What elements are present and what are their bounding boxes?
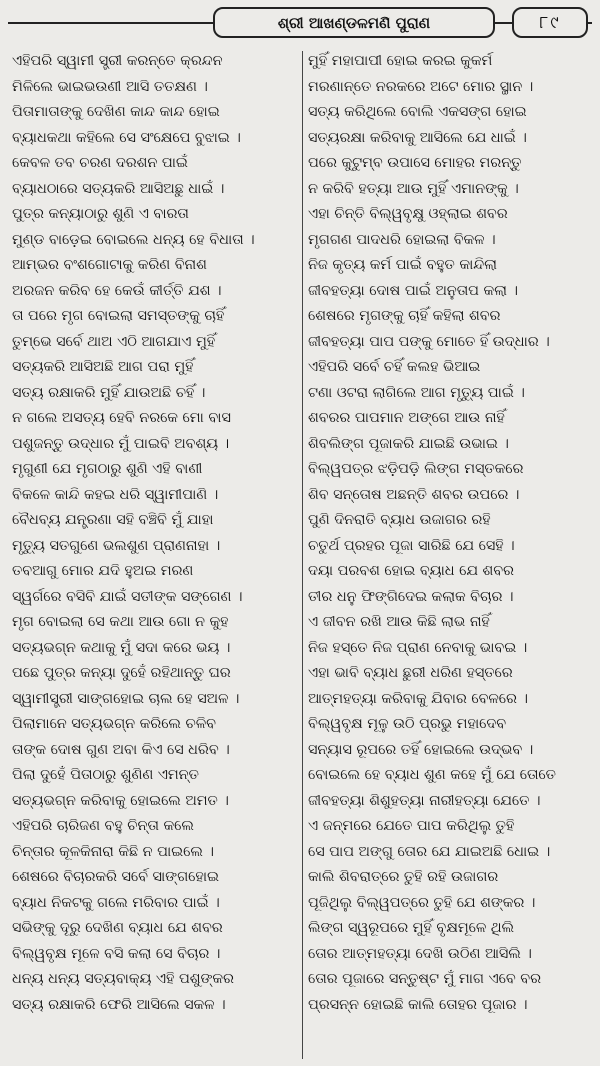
verse-line: ଆମ୍ଭର ବଂଶଗୋଟାକୁ କରିଣ ବିନାଶ bbox=[12, 257, 207, 273]
verse-line: ଶେଷରେ ବିଚାରକରି ସର୍ବେ ସାଙ୍ଗହୋଇ bbox=[12, 869, 220, 885]
right-column bbox=[308, 49, 594, 1018]
verse-line: ଅରଜନ କରିବ ହେ କେଉଁ କୀର୍ତ୍ତି ଯଶ । bbox=[12, 282, 222, 299]
verse-line: କେବଳ ତବ ଚରଣ ଦରଶନ ପାଇଁ bbox=[12, 155, 188, 171]
verse-line: ବିଲ୍ୱବୃକ୍ଷ ମୂଳେ ବସି କଲା ସେ ବିଚାର । bbox=[12, 945, 221, 962]
verse-line: ବ୍ୟାଧ ନିକଟକୁ ଗଲେ ମରିବାର ପାଇଁ । bbox=[12, 894, 220, 911]
verse-line: ବୋଇଲେ ହେ ବ୍ୟାଧ ଶୁଣ କହେ ମୁଁ ଯେ ତୋତେ bbox=[308, 767, 556, 783]
verse-line: ବିଲ୍ୱବୃକ୍ଷ ମୂଳୁ ଉଠି ପ୍ରଭୁ ମହାଦେବ bbox=[308, 716, 507, 732]
verse-line: ଚିନ୍ତାର କୂଳକିନାରା କିଛି ନ ପାଇଲେ । bbox=[12, 843, 214, 860]
verse-line: ସତ୍ୟ ରକ୍ଷାକରି ଫେରି ଆସିଲେ ସକଳ । bbox=[12, 996, 226, 1013]
verse-line: ପୁଣି ଦିନରାତି ବ୍ୟାଧ ଉଜାଗର ରହି bbox=[308, 512, 491, 528]
verse-line: ନିଜ କୃତ୍ୟ କର୍ମ ପାଇଁ ବହୁତ କାନ୍ଦିଲା bbox=[308, 257, 497, 273]
verse-line: ବ୍ୟାଧଠାରେ ସତ୍ୟକରି ଆସିଅଛୁ ଧାଇଁ । bbox=[12, 180, 225, 197]
verse-line: ବିକଳେ କାନ୍ଦି କହଇ ଧରି ସ୍ୱାମୀପାଣି । bbox=[12, 486, 219, 503]
verse-line: ମୁହିଁ ମହାପାପୀ ହୋଇ କରଇ କୁକର୍ମ bbox=[308, 53, 493, 69]
verse-line: ଏହିପରି ଚାରିଜଣ ବହୁ ଚିନ୍ତା କଲେ bbox=[12, 818, 194, 834]
verse-line: ବ୍ୟାଧକଥା କହିଲେ ସେ ସଂକ୍ଷେପେ ବୁଝାଇ । bbox=[12, 129, 241, 146]
verse-line: ପୁତ୍ର କନ୍ୟାଠାରୁ ଶୁଣି ଏ ବାରତା bbox=[12, 206, 189, 222]
column-divider bbox=[302, 51, 303, 1059]
verse-line: ଏ ଜନ୍ମରେ ଯେତେ ପାପ କରିଥିଲୁ ତୁହି bbox=[308, 818, 515, 834]
verse-line: ଜୀବହତ୍ୟା ଶିଶୁହତ୍ୟା ନାରୀହତ୍ୟା ଯେତେ । bbox=[308, 792, 541, 809]
verse-line: ସ୍ୱାମୀସ୍ତ୍ରୀ ସାଙ୍ଗହୋଇ ଚାଲ ହେ ସଅଳ । bbox=[12, 690, 240, 707]
verse-line: ପିଲାମାନେ ସତ୍ୟଭଗ୍ନ କରିଲେ ଚଳିବ bbox=[12, 716, 216, 732]
verse-line: ତୋର ପୂଜାରେ ସନ୍ତୁଷ୍ଟ ମୁଁ ମାଗ ଏବେ ବର bbox=[308, 971, 541, 987]
verse-line: ତାଙ୍କ ଦୋଷ ଗୁଣ ଅବା କିଏ ସେ ଧରିବ । bbox=[12, 741, 230, 758]
verse-line: ମରଣାନ୍ତେ ନରକରେ ଅଟେ ମୋର ସ୍ଥାନ । bbox=[308, 78, 534, 95]
verse-line: ତବଆଗୁ ମୋର ଯଦି ହୁଅଇ ମରଣ bbox=[12, 563, 194, 579]
verse-line: ପିତାମାତାଙ୍କୁ ଦେଖିଣ କାନ୍ଦ କାନ୍ଦ ହୋଇ bbox=[12, 104, 220, 120]
verse-line: ତୁମ୍ଭେ ସର୍ବେ ଥାଅ ଏଠି ଆଗଯାଏ ମୁହିଁ bbox=[12, 333, 216, 350]
verse-line: ମୃତ୍ୟୁ ସତଗୁଣେ ଭଲଶୁଣ ପ୍ରାଣନାହା । bbox=[12, 537, 221, 554]
text-columns bbox=[6, 49, 594, 1061]
verse-line: ଜୀବହତ୍ୟା ପାପ ପଙ୍କୁ ମୋତେ ହିଁ ଉଦ୍ଧାର । bbox=[308, 333, 550, 350]
verse-line: ମିଳିଲେ ଭାଇଭଉଣୀ ଆସି ତତକ୍ଷଣ । bbox=[12, 78, 208, 95]
verse-line: ସେ ପାପ ଅଙ୍ଗୁ ତୋର ଯେ ଯାଇଅଛି ଧୋଇ । bbox=[308, 843, 551, 860]
verse-line: ଜୀବହତ୍ୟା ଦୋଷ ପାଇଁ ଅନୁତାପ କଲା । bbox=[308, 282, 518, 299]
verse-line: ତା ପରେ ମୃଗ ବୋଇଲା ସମସ୍ତଙ୍କୁ ଚାହିଁ bbox=[12, 308, 225, 324]
verse-line: ଟଣା ଓଟରା ଲାଗିଲେ ଆଗ ମୃତ୍ୟୁ ପାଇଁ । bbox=[308, 384, 525, 401]
verse-line: ଶବରର ପାପମାନ ଅଙ୍ଗେ ଆଉ ନାହିଁ bbox=[308, 410, 505, 426]
verse-line: ସତ୍ୟଭଗ୍ନ କରିବାକୁ ହୋଇଲେ ଅମତ । bbox=[12, 792, 229, 809]
verse-line: ନ କରିବି ହତ୍ୟା ଆଉ ମୁହିଁ ଏମାନଙ୍କୁ । bbox=[308, 180, 519, 197]
verse-line: ପରେ କୁଟୁମ୍ବ ଉପାସେ ମୋହର ମରନ୍ତୁ bbox=[308, 155, 522, 171]
verse-line: ମୃଗୁଣୀ ଯେ ମୃଗଠାରୁ ଶୁଣି ଏହି ବାଣୀ bbox=[12, 461, 203, 477]
verse-line: ଶେଷରେ ମୃଗଙ୍କୁ ଚାହିଁ କହିଲା ଶବର bbox=[308, 308, 501, 324]
verse-line: ଲିଙ୍ଗ ସ୍ୱରୂପରେ ମୁହିଁ ବୃକ୍ଷମୂଳେ ଥିଲି bbox=[308, 920, 515, 936]
verse-line: ଚତୁର୍ଥ ପ୍ରହର ପୂଜା ସାରିଛି ଯେ ସେହି । bbox=[308, 537, 515, 554]
verse-line: ଶିବଲିଙ୍ଗ ପୂଜାକରି ଯାଇଛି ଉଭାଇ । bbox=[308, 435, 509, 452]
verse-line: ଧନ୍ୟ ଧନ୍ୟ ସତ୍ୟବାକ୍ୟ ଏହି ପଶୁଙ୍କର bbox=[12, 971, 234, 987]
verse-line: ପୂଜିଥିଲୁ ବିଲ୍ୱପତ୍ରେ ତୁହି ଯେ ଶଙ୍କର । bbox=[308, 894, 536, 911]
verse-line: ପ୍ରସନ୍ନ ହୋଇଛି କାଲି ତୋହର ପୂଜାର । bbox=[308, 996, 528, 1013]
verse-line: ସତ୍ୟରକ୍ଷା କରିବାକୁ ଆସିଲେ ଯେ ଧାଇଁ । bbox=[308, 129, 527, 146]
verse-line: ତୋର ଆତ୍ମହତ୍ୟା ଦେଖି ଉଠିଣ ଆସିଲି । bbox=[308, 945, 532, 962]
verse-line: ଶିବ ସନ୍ତୋଷ ଅଛନ୍ତି ଶବର ଉପରେ । bbox=[308, 486, 520, 503]
verse-line: ପିଲା ଦୁହେଁ ପିତାଠାରୁ ଶୁଣିଣ ଏମନ୍ତ bbox=[12, 767, 199, 783]
verse-line: ଏହିପରି ସ୍ୱାମୀ ସ୍ତ୍ରୀ କରନ୍ତେ କ୍ରନ୍ଦନ bbox=[12, 53, 223, 69]
verse-line: ଦୟା ପରବଶ ହୋଇ ବ୍ୟାଧ ଯେ ଶବର bbox=[308, 563, 514, 579]
page-number: ୮୯ bbox=[512, 7, 588, 38]
verse-line: କାଲି ଶିବରାତ୍ରେ ତୁହି ରହି ଉଜାଗର bbox=[308, 869, 499, 885]
verse-line: ସତ୍ୟକରି ଆସିଅଛି ଆଗ ପରା ମୁହିଁ bbox=[12, 359, 194, 375]
verse-line: ମୁଣ୍ଡ ବାଡ଼େଇ ବୋଇଲେ ଧନ୍ୟ ହେ ବିଧାତା । bbox=[12, 231, 255, 248]
verse-line: ଏହା ଭାବି ବ୍ୟାଧ ଛୁରୀ ଧରିଣ ହସ୍ତରେ bbox=[308, 665, 513, 681]
page-header bbox=[0, 0, 600, 46]
verse-line: ସନ୍ୟାସ ରୂପରେ ତହିଁ ହୋଇଲେ ଉଦ୍ଭବ । bbox=[308, 741, 534, 758]
verse-line: ମୃଗ ବୋଇଲା ସେ କଥା ଆଉ ଗୋ ନ କୁହ bbox=[12, 614, 229, 630]
verse-line: ପଶୁଜନ୍ତୁ ଉଦ୍ଧାର ମୁଁ ପାଇବି ଅବଶ୍ୟ । bbox=[12, 435, 230, 452]
book-title: ଶ୍ରୀ ଆଖଣ୍ଡଳମଣି ପୁରାଣ bbox=[213, 7, 495, 38]
verse-line: ନିଜ ହସ୍ତେ ନିଜ ପ୍ରାଣ ନେବାକୁ ଭାବଇ । bbox=[308, 639, 528, 656]
verse-line: ଏ ଜୀବନ ରଖି ଆଉ କିଛି ଲାଭ ନାହିଁ bbox=[308, 614, 490, 630]
verse-line: ମୃଗଗଣ ପାଦଧରି ହୋଇଲା ବିକଳ । bbox=[308, 231, 496, 248]
verse-line: ସତ୍ୟ କରିଥିଲେ ବୋଲି ଏକସଙ୍ଗ ହୋଇ bbox=[308, 104, 527, 120]
verse-line: ନ ଗଲେ ଅସତ୍ୟ ହେବି ନରକେ ମୋ ବାସ bbox=[12, 410, 231, 426]
verse-line: ସ୍ୱର୍ଗରେ ବସିବି ଯାଇଁ ସତୀଙ୍କ ସଙ୍ଗେଣ । bbox=[12, 588, 243, 605]
verse-line: ବିଲ୍ୱପତ୍ର ଝଡ଼ିପଡ଼ି ଲିଙ୍ଗ ମସ୍ତକରେ bbox=[308, 461, 524, 477]
verse-line: ସତ୍ୟଭଗ୍ନ କଥାକୁ ମୁଁ ସଦା କରେ ଭୟ । bbox=[12, 639, 231, 656]
verse-line: ତୀର ଧନୁ ଫିଙ୍ଗିଦେଇ କଲାକ ବିଚାର । bbox=[308, 588, 514, 605]
verse-line: ସତ୍ୟ ରକ୍ଷାକରି ମୁହିଁ ଯାଉଅଛି ଚହିଁ । bbox=[12, 384, 206, 401]
verse-line: ବୈଧବ୍ୟ ଯନ୍ତ୍ରଣା ସହି ବଞ୍ଚିବି ମୁଁ ଯାହା bbox=[12, 512, 214, 528]
verse-line: ଏହା ଚିନ୍ତି ବିଲ୍ୱବୃକ୍ଷୁ ଓହ୍ଲାଇ ଶବର bbox=[308, 206, 508, 222]
verse-line: ଆତ୍ମହତ୍ୟା କରିବାକୁ ଯିବାର ବେଳରେ । bbox=[308, 690, 528, 707]
verse-line: ସଭିଙ୍କୁ ଦୂରୁ ଦେଖିଣ ବ୍ୟାଧ ଯେ ଶବର bbox=[12, 920, 223, 936]
left-column bbox=[12, 49, 298, 1018]
verse-line: ଏହିପରି ସର୍ବେ ଚହିଁ କଲହ ଭିଆଇ bbox=[308, 359, 481, 375]
verse-line: ପଛେ ପୁତ୍ର କନ୍ୟା ଦୁହେଁ ରହିଥାନ୍ତୁ ଘର bbox=[12, 665, 231, 681]
